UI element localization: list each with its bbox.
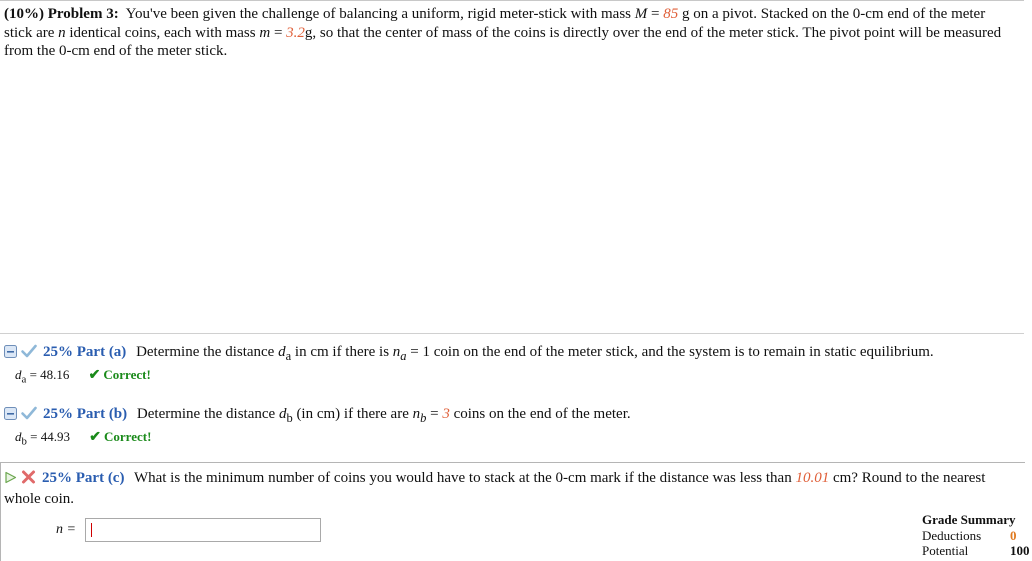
coin-mass-equals: = — [273, 24, 283, 41]
deductions-value: 0 — [1010, 527, 1017, 543]
incorrect-x-icon — [21, 470, 36, 490]
part-b-question — [4, 405, 631, 427]
mass-equals: = — [651, 6, 660, 22]
part-c-distance-value: 10.01 — [795, 470, 830, 486]
part-a-status — [89, 367, 151, 382]
problem-weight: (10%) — [4, 6, 44, 22]
potential-value: 100 — [1010, 543, 1030, 558]
part-c-input-label: n = — [56, 522, 76, 538]
coin-mass-symbol: m — [259, 24, 271, 41]
collapse-icon[interactable] — [4, 407, 17, 425]
part-b-answer — [15, 429, 151, 448]
part-a-q2: in cm if there is — [294, 344, 390, 360]
part-a-q1: Determine the distance — [136, 344, 275, 360]
problem-text-3: identical coins, each with mass — [69, 24, 256, 41]
expand-arrow-icon[interactable] — [4, 471, 17, 490]
part-a-q3: = 1 coin on the end of the meter stick, and the system is to remain in static equilibrium. — [410, 344, 934, 360]
problem-text-1: You've been given the challenge of balancing a uniform, rigid meter-stick with mass — [125, 6, 631, 22]
text-caret — [91, 523, 92, 537]
collapse-icon[interactable] — [4, 345, 17, 363]
part-c-question — [4, 469, 1019, 508]
problem-text-4: g, so that the center of mass of the coins is directly over the end of the meter stick. The pivot point will be measured from the 0-cm end of the meter stick. — [4, 24, 1002, 59]
part-b-answer-symbol: d — [15, 429, 22, 444]
part-a-status-text: Correct! — [103, 367, 151, 382]
deductions-row — [922, 528, 1032, 544]
part-b-n-value: 3 — [442, 406, 450, 422]
grade-summary — [922, 512, 1032, 559]
part-b-q2: (in cm) if there are — [296, 406, 409, 422]
part-a-n-sub: a — [400, 349, 407, 363]
mass-symbol: M — [634, 6, 648, 22]
part-a — [0, 333, 1024, 389]
part-b-percent: 25% — [43, 406, 73, 422]
part-a-answer — [15, 367, 151, 386]
part-c-percent: 25% — [42, 470, 72, 486]
part-b-status — [89, 429, 151, 444]
part-b-d-symbol: d — [278, 406, 287, 422]
part-a-answer-symbol: d — [15, 367, 22, 382]
problem-label: Problem 3: — [47, 6, 119, 22]
part-a-answer-value: = 48.16 — [29, 367, 70, 382]
part-b — [0, 396, 1024, 451]
part-a-percent: 25% — [43, 344, 73, 360]
part-b-answer-sub: b — [21, 435, 27, 448]
part-c-label: Part (c) — [75, 470, 125, 486]
correct-check-icon: ✔ — [88, 368, 101, 383]
mass-value: 85 — [663, 6, 679, 22]
part-a-n-symbol: n — [392, 344, 401, 360]
part-b-answer-value: = 44.93 — [30, 429, 71, 444]
part-a-question — [4, 343, 934, 365]
potential-row — [922, 543, 1032, 559]
part-b-q3: coins on the end of the meter. — [453, 406, 631, 422]
part-a-answer-sub: a — [21, 373, 27, 386]
part-b-n-symbol: n — [412, 406, 421, 422]
checkmark-icon — [21, 344, 37, 363]
coin-mass-value: 3.2 — [286, 24, 305, 41]
part-b-label: Part (b) — [76, 406, 128, 422]
checkmark-icon — [21, 406, 37, 425]
top-divider — [0, 0, 1024, 1]
part-a-label: Part (a) — [76, 344, 127, 360]
part-a-d-symbol: d — [278, 344, 286, 360]
part-c-q2: cm? Round to the nearest whole coin. — [4, 470, 986, 507]
part-c-q1: What is the minimum number of coins you would have to stack at the 0-cm mark if the distance was less than — [133, 470, 792, 486]
part-b-d-sub: b — [286, 411, 293, 425]
part-b-status-text: Correct! — [104, 429, 152, 444]
answer-input[interactable] — [85, 518, 321, 542]
part-c — [0, 462, 1030, 561]
part-b-q1: Determine the distance — [136, 406, 276, 422]
potential-label: Potential — [922, 543, 969, 558]
part-c-input-row — [56, 518, 321, 542]
problem-text-2: g on a pivot. Stacked on the 0-cm end of the meter stick are — [4, 6, 986, 41]
part-b-n-sub: b — [420, 411, 427, 425]
problem-statement — [4, 5, 1004, 61]
n-symbol: n — [58, 24, 66, 41]
part-b-equals: = — [430, 406, 439, 422]
grade-summary-title: Grade Summary — [922, 512, 1016, 527]
correct-check-icon: ✔ — [89, 430, 101, 445]
deductions-label: Deductions — [922, 527, 982, 543]
part-a-d-sub: a — [285, 349, 292, 363]
